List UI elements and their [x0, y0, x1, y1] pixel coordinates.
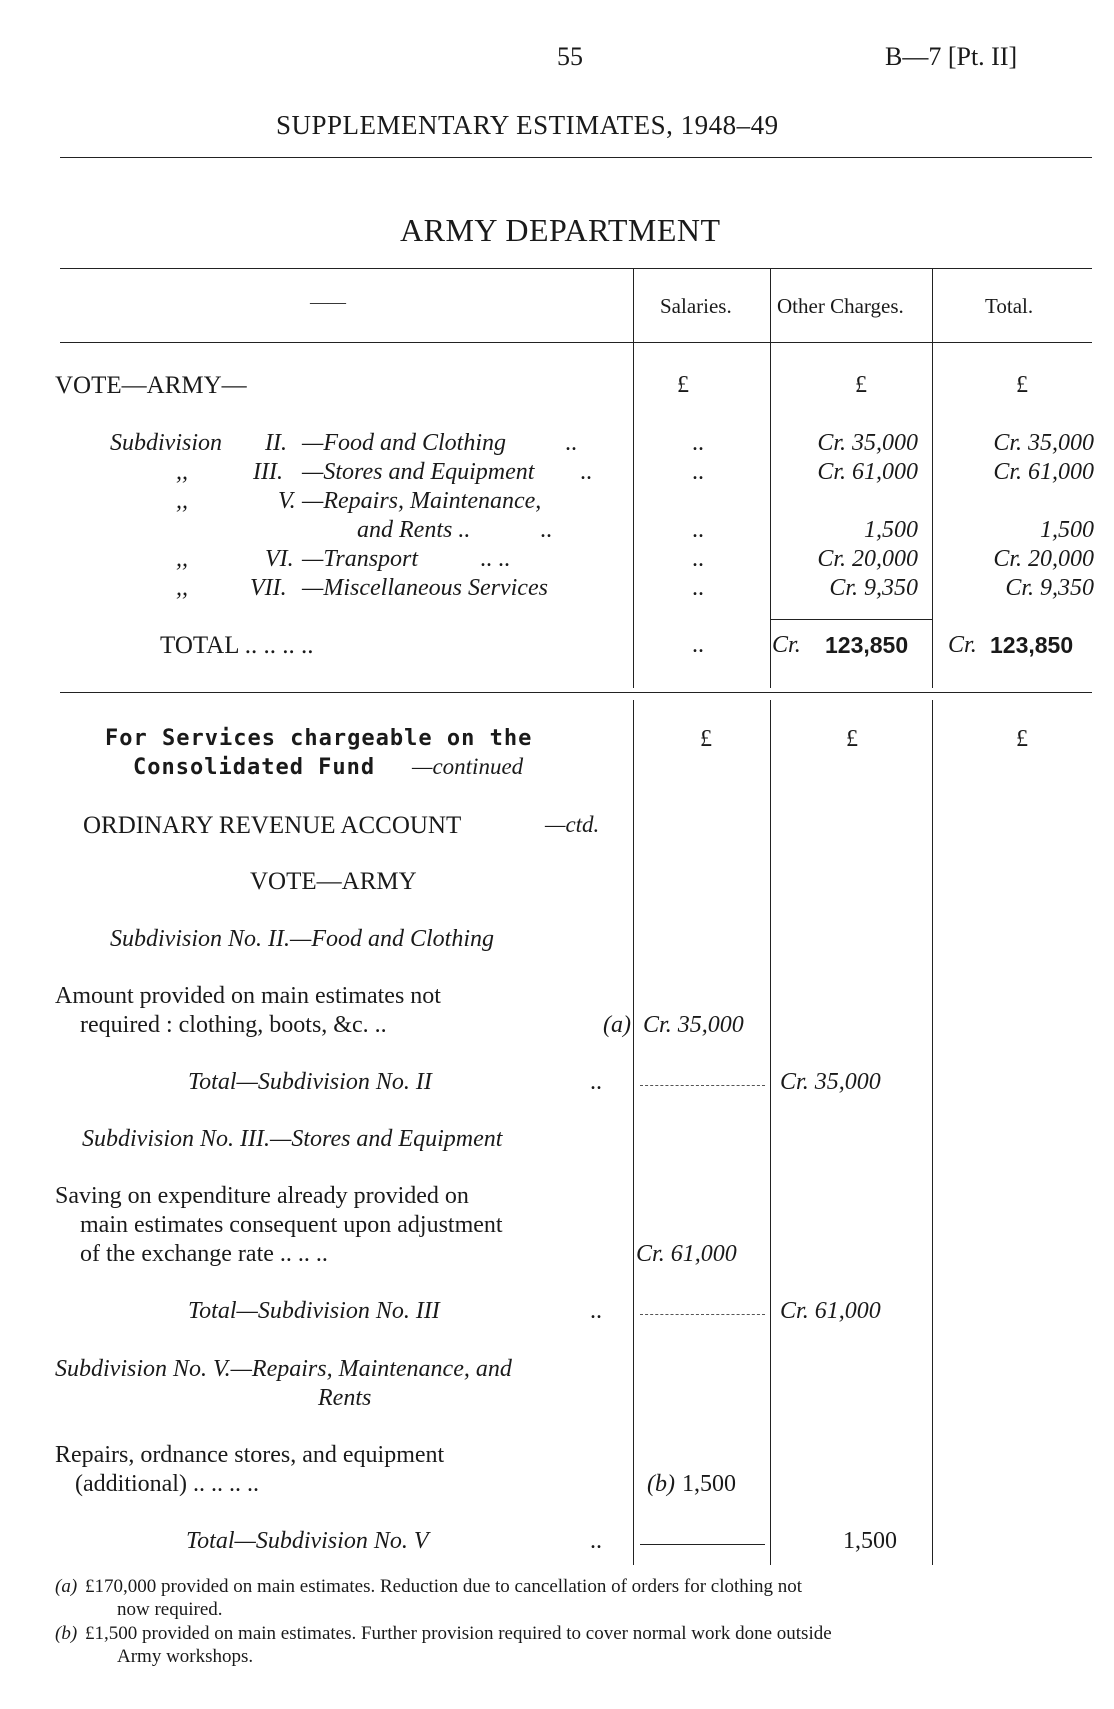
summary-row-total: Cr. 9,350 — [1005, 575, 1094, 601]
col-header-other-charges: Other Charges. — [777, 294, 904, 318]
currency-symbol: £ — [1016, 726, 1028, 752]
subtotal-value: Cr. 61,000 — [780, 1298, 881, 1324]
subdivision-heading: Rents — [318, 1385, 372, 1411]
summary-row-text: and Rents .. — [357, 517, 471, 543]
currency-symbol: £ — [846, 726, 858, 752]
account-heading: ORDINARY REVENUE ACCOUNT — [83, 812, 462, 839]
summary-total-salaries: .. — [692, 632, 704, 658]
line-item-value: Cr. 61,000 — [636, 1241, 737, 1267]
summary-row-leader: .. — [580, 459, 592, 485]
currency-symbol: £ — [700, 726, 712, 752]
summary-row-num: V. — [278, 488, 296, 514]
summary-total-other-prefix: Cr. — [772, 632, 801, 658]
subtotal-rule — [640, 1085, 765, 1086]
subtotal-label: Total—Subdivision No. III — [188, 1298, 440, 1324]
line-item-value: 1,500 — [682, 1471, 736, 1497]
subdivision-heading: Subdivision No. V.—Repairs, Maintenance, and — [55, 1356, 512, 1382]
col-divider-3 — [932, 700, 933, 1565]
header-bottom-rule — [60, 342, 1092, 343]
col-divider-1 — [633, 700, 634, 1565]
total-top-rule — [770, 619, 932, 620]
col-divider-2 — [770, 268, 771, 688]
summary-row-salaries: .. — [692, 430, 704, 456]
summary-row-text: —Food and Clothing — [302, 430, 507, 456]
line-item-text: main estimates consequent upon adjustment — [80, 1212, 503, 1238]
subtotal-leader: .. — [590, 1069, 602, 1095]
summary-row-total: Cr. 20,000 — [993, 546, 1094, 572]
summary-row-prefix: Subdivision — [110, 430, 222, 456]
summary-row-num: III. — [253, 459, 283, 485]
summary-row-prefix: ,, — [176, 575, 188, 601]
footnote-mark: (a) — [55, 1576, 78, 1597]
line-item-text: Amount provided on main estimates not — [55, 983, 441, 1009]
summary-row-num: II. — [265, 430, 287, 456]
footnote-text: Army workshops. — [117, 1646, 254, 1667]
summary-row-salaries: .. — [692, 575, 704, 601]
summary-row-total: Cr. 35,000 — [993, 430, 1094, 456]
summary-row-other: Cr. 9,350 — [829, 575, 918, 601]
summary-row-num: VI. — [265, 546, 294, 572]
subtotal-label: Total—Subdivision No. V — [186, 1528, 429, 1554]
subtotal-leader: .. — [590, 1298, 602, 1324]
summary-row-total: 1,500 — [1040, 517, 1094, 543]
summary-row-prefix: ,, — [176, 488, 188, 514]
summary-total-other: 123,850 — [825, 632, 909, 658]
col-divider-1 — [633, 268, 634, 688]
title-rule — [60, 157, 1092, 158]
footnote-text: £1,500 provided on main estimates. Further provision required to cover normal work done outside — [85, 1623, 832, 1644]
currency-symbol: £ — [855, 372, 867, 398]
section-heading: For Services chargeable on the — [105, 726, 533, 751]
summary-row-text: —Repairs, Maintenance, — [302, 488, 542, 514]
section-divider — [60, 692, 1092, 693]
section-heading-bold: Consolidated Fund — [133, 755, 376, 780]
summary-row-salaries: .. — [692, 459, 704, 485]
col-header-total: Total. — [985, 294, 1034, 318]
subtotal-rule — [640, 1314, 765, 1315]
summary-row-text: —Transport — [302, 546, 419, 572]
footnote-mark: (b) — [55, 1623, 78, 1644]
subtotal-label: Total—Subdivision No. II — [188, 1069, 432, 1095]
footnote-ref-b: (b) — [647, 1471, 675, 1497]
subdivision-heading: Subdivision No. II.—Food and Clothing — [110, 926, 494, 952]
summary-row-other: 1,500 — [864, 517, 918, 543]
page-reference: B—7 [Pt. II] — [885, 42, 1018, 71]
currency-symbol: £ — [1016, 372, 1028, 398]
summary-total-total-prefix: Cr. — [948, 632, 977, 658]
footnote-text: now required. — [117, 1599, 223, 1620]
summary-row-salaries: .. — [692, 546, 704, 572]
summary-row-text: —Miscellaneous Services — [302, 575, 548, 601]
summary-total-total: 123,850 — [990, 632, 1074, 658]
subtotal-value: 1,500 — [843, 1528, 897, 1554]
summary-vote-label: VOTE—ARMY— — [55, 372, 247, 399]
summary-row-other: Cr. 35,000 — [817, 430, 918, 456]
summary-row-leader: .. — [540, 517, 552, 543]
col-header-blank: —— — [310, 292, 346, 312]
line-item-text: Saving on expenditure already provided on — [55, 1183, 469, 1209]
page-number: 55 — [557, 42, 583, 71]
summary-total-label: TOTAL .. .. .. .. — [160, 632, 314, 659]
vote-heading: VOTE—ARMY — [250, 868, 417, 895]
currency-symbol: £ — [677, 372, 689, 398]
account-heading-ctd: —ctd. — [545, 812, 600, 837]
col-header-salaries: Salaries. — [660, 294, 732, 318]
subtotal-value: Cr. 35,000 — [780, 1069, 881, 1095]
col-divider-2 — [770, 700, 771, 1565]
subtotal-rule — [640, 1544, 765, 1545]
page-title: SUPPLEMENTARY ESTIMATES, 1948–49 — [276, 110, 779, 140]
col-divider-3 — [932, 268, 933, 688]
line-item-text: required : clothing, boots, &c. .. — [80, 1012, 387, 1038]
summary-row-leader: .. — [565, 430, 577, 456]
summary-row-other: Cr. 61,000 — [817, 459, 918, 485]
summary-row-num: VII. — [250, 575, 287, 601]
summary-row-text: —Stores and Equipment — [302, 459, 535, 485]
line-item-text: (additional) .. .. .. .. — [75, 1471, 259, 1497]
summary-row-prefix: ,, — [176, 546, 188, 572]
line-item-text: of the exchange rate .. .. .. — [80, 1241, 328, 1267]
summary-row-other: Cr. 20,000 — [817, 546, 918, 572]
summary-row-total: Cr. 61,000 — [993, 459, 1094, 485]
section-heading-continued: —continued — [412, 754, 524, 779]
summary-row-leader: .. .. — [480, 546, 510, 572]
table-top-rule — [60, 268, 1092, 269]
subdivision-heading: Subdivision No. III.—Stores and Equipment — [82, 1126, 503, 1152]
summary-row-salaries: .. — [692, 517, 704, 543]
footnote-ref-a: (a) — [603, 1012, 631, 1038]
summary-row-prefix: ,, — [176, 459, 188, 485]
line-item-text: Repairs, ordnance stores, and equipment — [55, 1442, 445, 1468]
department-title: ARMY DEPARTMENT — [400, 212, 721, 248]
line-item-value: Cr. 35,000 — [643, 1012, 744, 1038]
footnote-text: £170,000 provided on main estimates. Reduction due to cancellation of orders for clothing not — [85, 1576, 803, 1597]
subtotal-leader: .. — [590, 1528, 602, 1554]
